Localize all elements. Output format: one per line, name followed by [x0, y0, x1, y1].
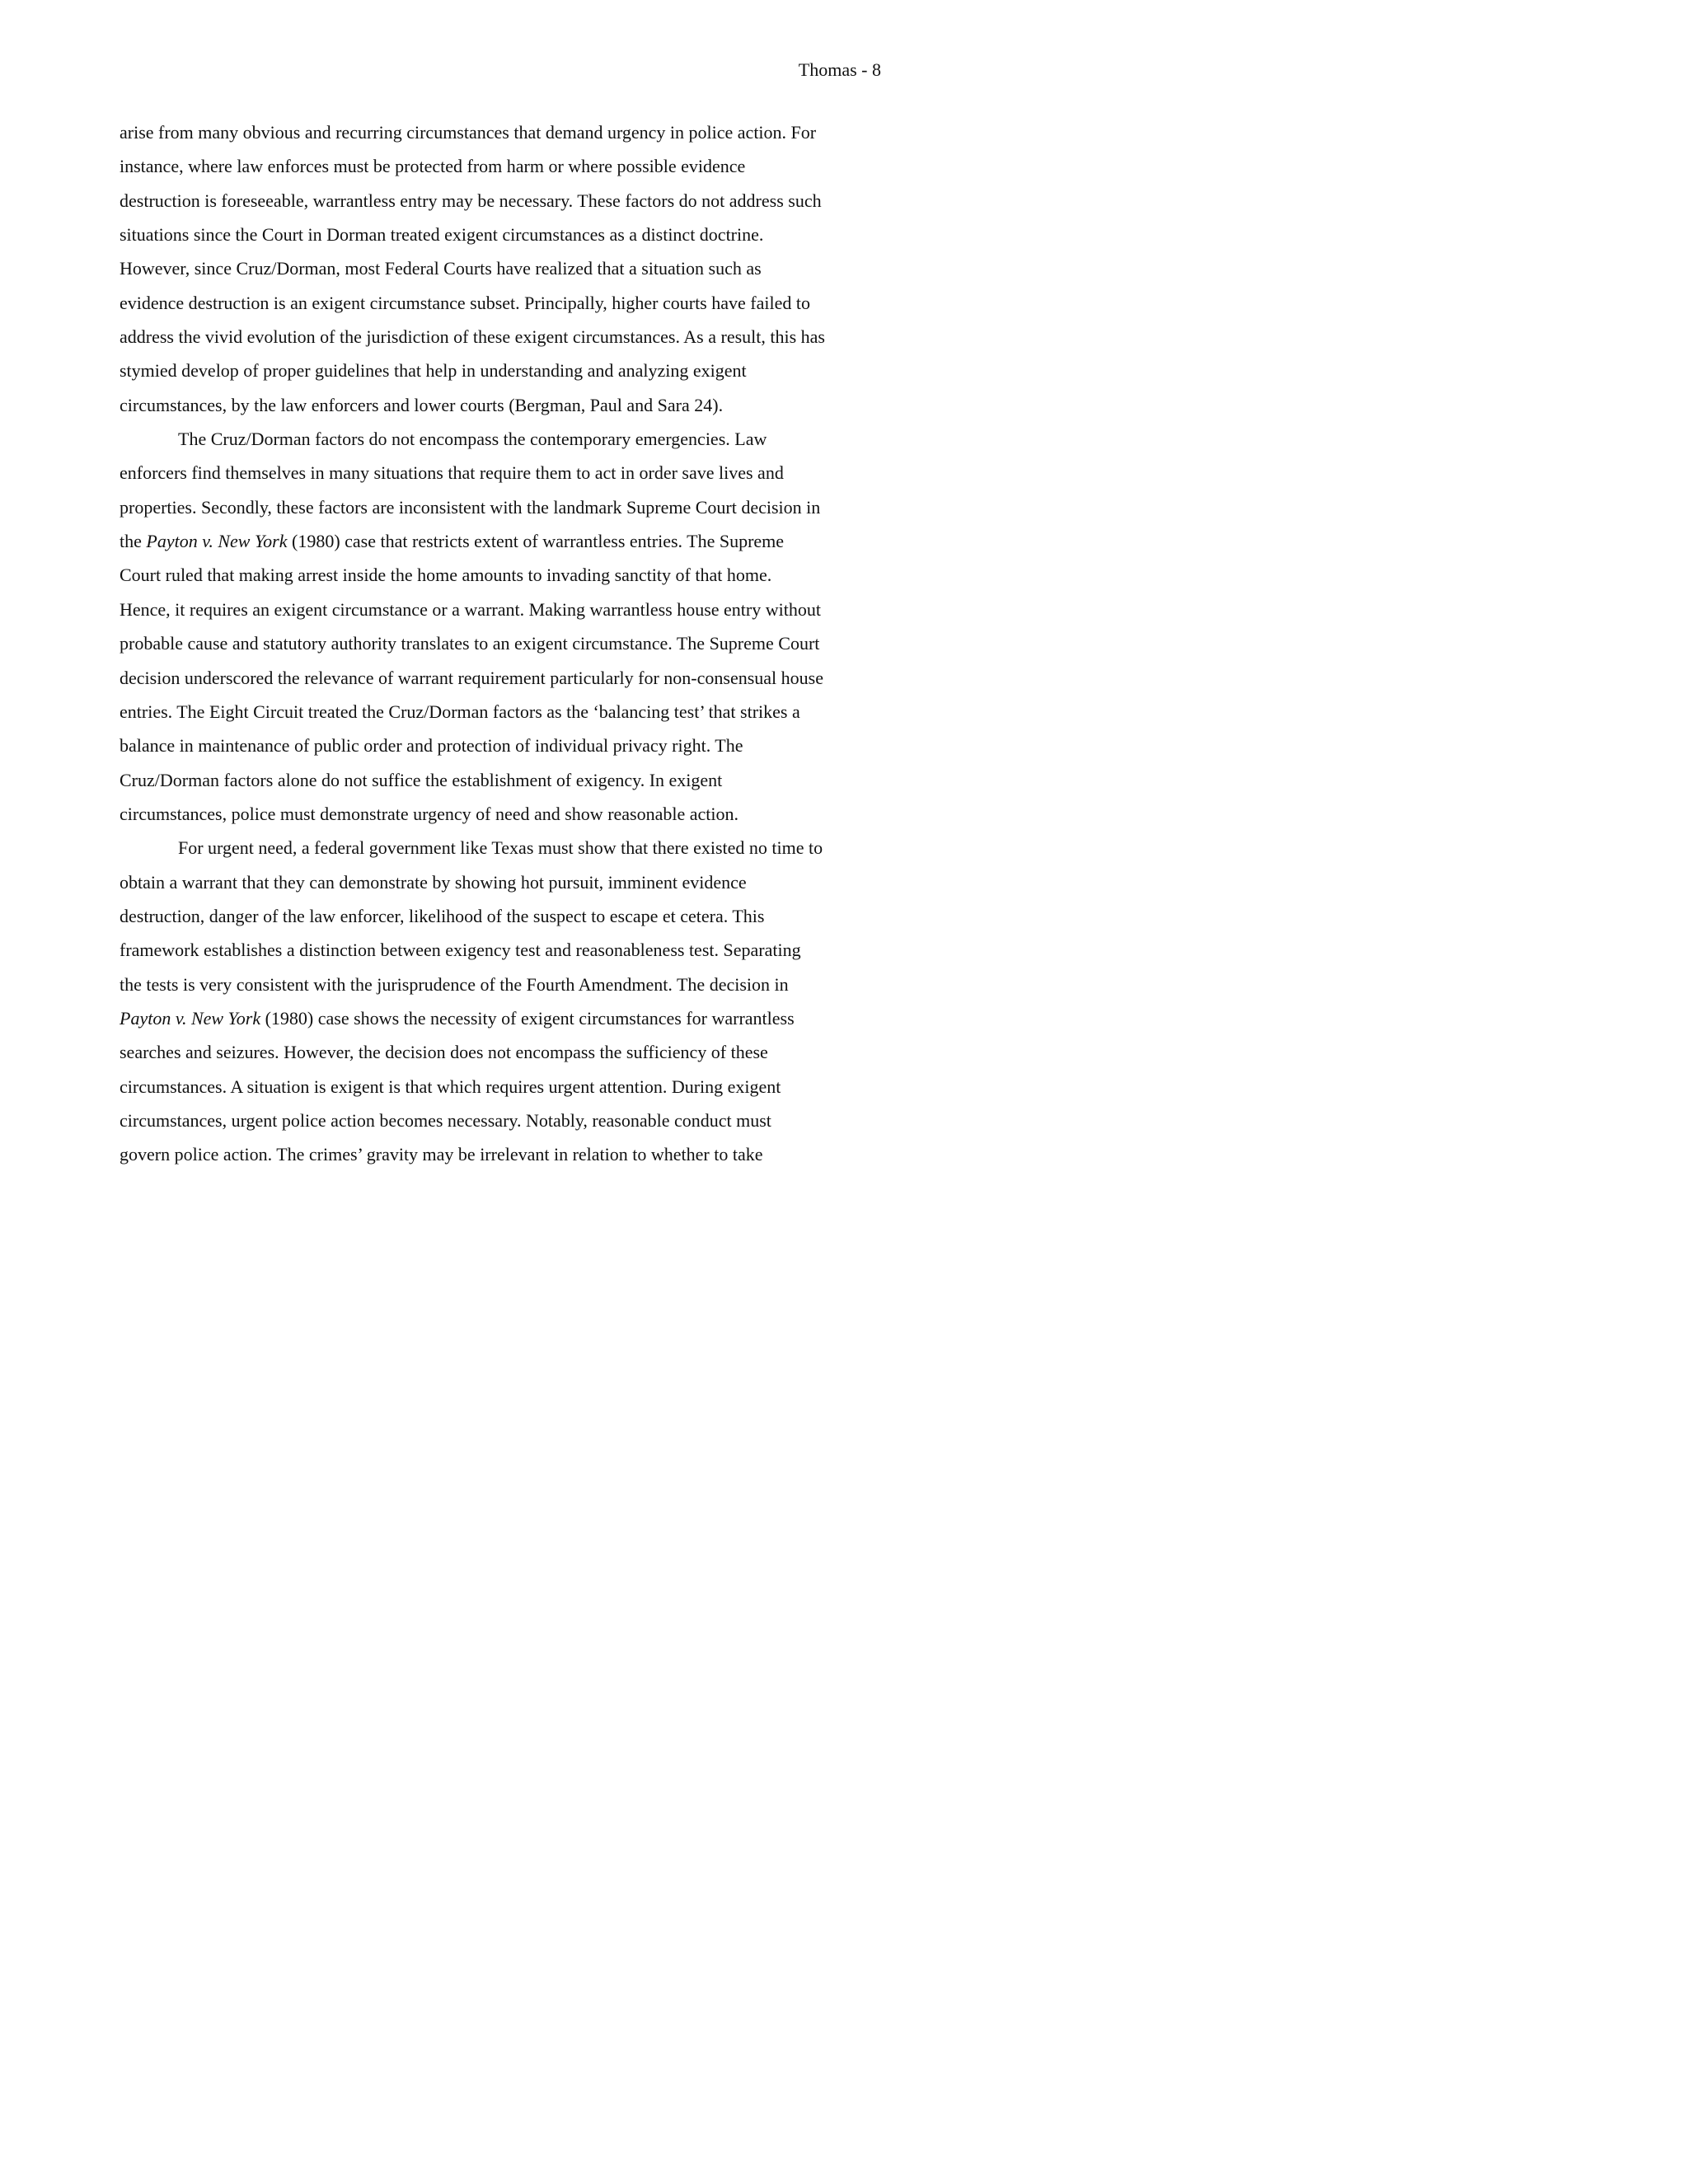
text-line: govern police action. The crimes’ gravity may be irrelevant in relation to whether to take	[120, 1144, 763, 1165]
text-line: framework establishes a distinction between exigency test and reasonableness test. Separating	[120, 940, 801, 961]
text-line: Hence, it requires an exigent circumstance or a warrant. Making warrantless house entry without	[120, 598, 821, 620]
text-line: Cruz/Dorman factors alone do not suffice the establishment of exigency. In exigent	[120, 769, 723, 790]
text-line: searches and seizures. However, the decision does not encompass the sufficiency of these	[120, 1042, 768, 1063]
case-citation: Payton v. New York	[146, 531, 288, 552]
text-line: instance, where law enforces must be protected from harm or where possible evidence	[120, 156, 746, 177]
text-line: However, since Cruz/Dorman, most Federal Courts have realized that a situation such as	[120, 258, 762, 279]
text-line: decision underscored the relevance of warrant requirement particularly for non-consensual house	[120, 667, 823, 688]
text-line: destruction, danger of the law enforcer, likelihood of the suspect to escape et cetera. This	[120, 905, 765, 926]
text-line: For urgent need, a federal government like Texas must show that there existed no time to	[178, 837, 823, 859]
running-head: Thomas - 8	[798, 59, 881, 80]
text-line: Court ruled that making arrest inside the home amounts to invading sanctity of that home.	[120, 565, 772, 586]
paragraph-2	[120, 422, 896, 831]
paragraph-1	[120, 115, 896, 422]
case-citation: Payton v. New York	[120, 1007, 261, 1029]
text-line: the Payton v. New York (1980) case that restricts extent of warrantless entries. The Supreme	[120, 531, 785, 552]
text-line: properties. Secondly, these factors are inconsistent with the landmark Supreme Court decision in	[120, 496, 821, 518]
text-line: circumstances, by the law enforcers and lower courts (Bergman, Paul and Sara 24).	[120, 394, 724, 415]
text-line: destruction is foreseeable, warrantless entry may be necessary. These factors do not address such	[120, 190, 822, 211]
text-line: situations since the Court in Dorman treated exigent circumstances as a distinct doctrine.	[120, 224, 764, 246]
text-line: circumstances. A situation is exigent is that which requires urgent attention. During exigent	[120, 1076, 781, 1097]
text-line: obtain a warrant that they can demonstrate by showing hot pursuit, imminent evidence	[120, 871, 747, 893]
text-line: balance in maintenance of public order and protection of individual privacy right. The	[120, 735, 743, 757]
text-line: probable cause and statutory authority translates to an exigent circumstance. The Supreme Court	[120, 633, 820, 654]
text-line: entries. The Eight Circuit treated the Cruz/Dorman factors as the ‘balancing test’ that strikes a	[120, 701, 800, 722]
text-line: enforcers find themselves in many situations that require them to act in order save lives and	[120, 462, 784, 484]
body-text	[120, 115, 896, 1172]
document-page	[0, 0, 1015, 1314]
text-line: Payton v. New York (1980) case shows the necessity of exigent circumstances for warrantless	[120, 1007, 795, 1029]
text-line: the tests is very consistent with the jurisprudence of the Fourth Amendment. The decision in	[120, 973, 789, 995]
paragraph-3	[120, 831, 896, 1171]
text-line: arise from many obvious and recurring circumstances that demand urgency in police action. For	[120, 122, 817, 143]
text-line: circumstances, urgent police action becomes necessary. Notably, reasonable conduct must	[120, 1109, 771, 1131]
text-line: stymied develop of proper guidelines that help in understanding and analyzing exigent	[120, 360, 747, 382]
text-line: evidence destruction is an exigent circumstance subset. Principally, higher courts have failed to	[120, 292, 810, 313]
text-line: circumstances, police must demonstrate urgency of need and show reasonable action.	[120, 803, 739, 824]
text-line: address the vivid evolution of the jurisdiction of these exigent circumstances. As a result, this has	[120, 326, 825, 348]
text-line: The Cruz/Dorman factors do not encompass the contemporary emergencies. Law	[178, 429, 767, 450]
